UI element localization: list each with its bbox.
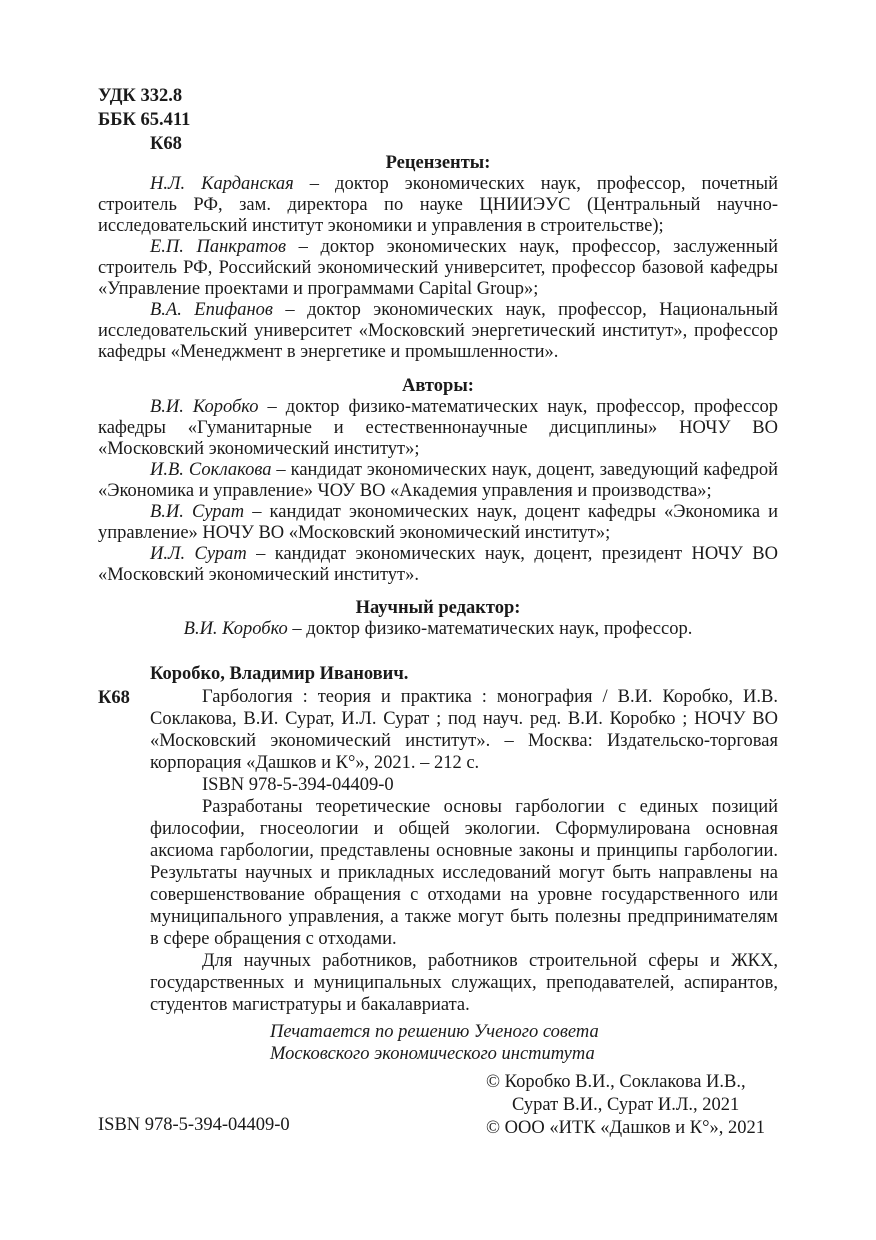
catalog-isbn: ISBN 978-5-394-04409-0 (202, 775, 394, 795)
catalog-code: К68 (98, 688, 130, 708)
author-item (98, 397, 778, 460)
bbk-code: ББК 65.411 (98, 110, 191, 130)
editor-name: В.И. Коробко (183, 619, 288, 639)
reviewer-text: – доктор экономических наук, профессор, почетный строитель РФ, зам. директора по науке ЦНИИЭУС (Центральный научно-исследовательский институт экономики и управления в строительстве); (98, 174, 778, 236)
reviewer-item (98, 174, 778, 237)
reviewer-name: Е.П. Панкратов (150, 237, 287, 257)
reviewer-name: В.А. Епифанов (150, 300, 273, 320)
copyright-block (486, 1071, 765, 1140)
author-text: – кандидат экономических наук, доцент, заведующий кафедрой «Экономика и управление» ЧОУ ВО «Академия управления и производства»; (98, 460, 778, 501)
author-name: И.Л. Сурат (150, 544, 247, 564)
udk-code: УДК 332.8 (98, 86, 183, 106)
author-item (98, 460, 778, 502)
council-line-1: Печатается по решению Ученого совета (270, 1022, 599, 1042)
copyright-line-1: © Коробко В.И., Соклакова И.В., (486, 1072, 746, 1092)
author-item (98, 544, 778, 586)
editor-section (98, 598, 778, 640)
classification-codes (98, 84, 190, 156)
catalog-audience: Для научных работников, работников строительной сферы и ЖКХ, государственных и муниципальных служащих, преподавателей, аспирантов, студентов магистратуры и бакалавриата. (150, 951, 778, 1015)
editor-text: – доктор физико-математических наук, профессор. (287, 619, 693, 639)
author-mark: К68 (150, 134, 182, 154)
reviewer-item (98, 237, 778, 300)
author-text: – кандидат экономических наук, доцент, президент НОЧУ ВО «Московский экономический институт». (98, 544, 778, 585)
copyright-line-2: Сурат В.И., Сурат И.Л., 2021 (512, 1095, 740, 1115)
author-name: В.И. Сурат (150, 502, 245, 522)
author-item (98, 502, 778, 544)
reviewer-text: – доктор экономических наук, профессор, заслуженный строитель РФ, Российский экономический университет, профессор базовой кафедры «Управление проектами и программами Capital Group»; (98, 237, 778, 299)
catalog-description: Гарбология : теория и практика : монография / В.И. Коробко, И.В. Соклакова, В.И. Сурат, И.Л. Сурат ; под науч. ред. В.И. Коробко ; НОЧУ ВО «Московский экономический институт». – Москва: Издательско-торговая корпорация «Дашков и К°», 2021. – 212 с. (150, 687, 778, 773)
footer-isbn: ISBN 978-5-394-04409-0 (98, 1115, 290, 1135)
reviewers-section (98, 153, 778, 363)
author-text: – доктор физико-математических наук, профессор, профессор кафедры «Гуманитарные и естественнонаучные дисциплины» НОЧУ ВО «Московский экономический институт»; (98, 397, 778, 459)
author-name: И.В. Соклакова (150, 460, 272, 480)
reviewer-item (98, 300, 778, 363)
council-note (270, 1021, 599, 1065)
editor-heading: Научный редактор: (355, 598, 521, 618)
copyright-line-3: © ООО «ИТК «Дашков и К°», 2021 (486, 1118, 766, 1138)
author-name: В.И. Коробко (150, 397, 259, 417)
catalog-main-author: Коробко, Владимир Иванович. (150, 664, 409, 684)
council-line-2: Московского экономического института (270, 1044, 595, 1064)
author-text: – кандидат экономических наук, доцент кафедры «Экономика и управление» НОЧУ ВО «Московский экономический институт»; (98, 502, 778, 543)
reviewer-name: Н.Л. Карданская (150, 174, 294, 194)
authors-section (98, 376, 778, 586)
reviewer-text: – доктор экономических наук, профессор, Национальный исследовательский университет «Московский энергетический институт», профессор кафедры «Менеджмент в энергетике и промышленности». (98, 300, 778, 362)
editor-item (98, 619, 778, 640)
reviewers-heading: Рецензенты: (385, 153, 491, 173)
authors-heading: Авторы: (402, 376, 474, 396)
catalog-record (150, 686, 778, 1016)
catalog-abstract: Разработаны теоретические основы гарбологии с единых позиций философии, гносеологии и общей экологии. Сформулирована основная аксиома гарбологии, представлены основные законы и принципы гарбологии. Результаты научных и прикладных исследований могут быть направлены на совершенствование обращения с отходами на уровне государственного или муниципального управления, а также могут быть полезны предпринимателям в сфере обращения с отходами. (150, 797, 778, 949)
